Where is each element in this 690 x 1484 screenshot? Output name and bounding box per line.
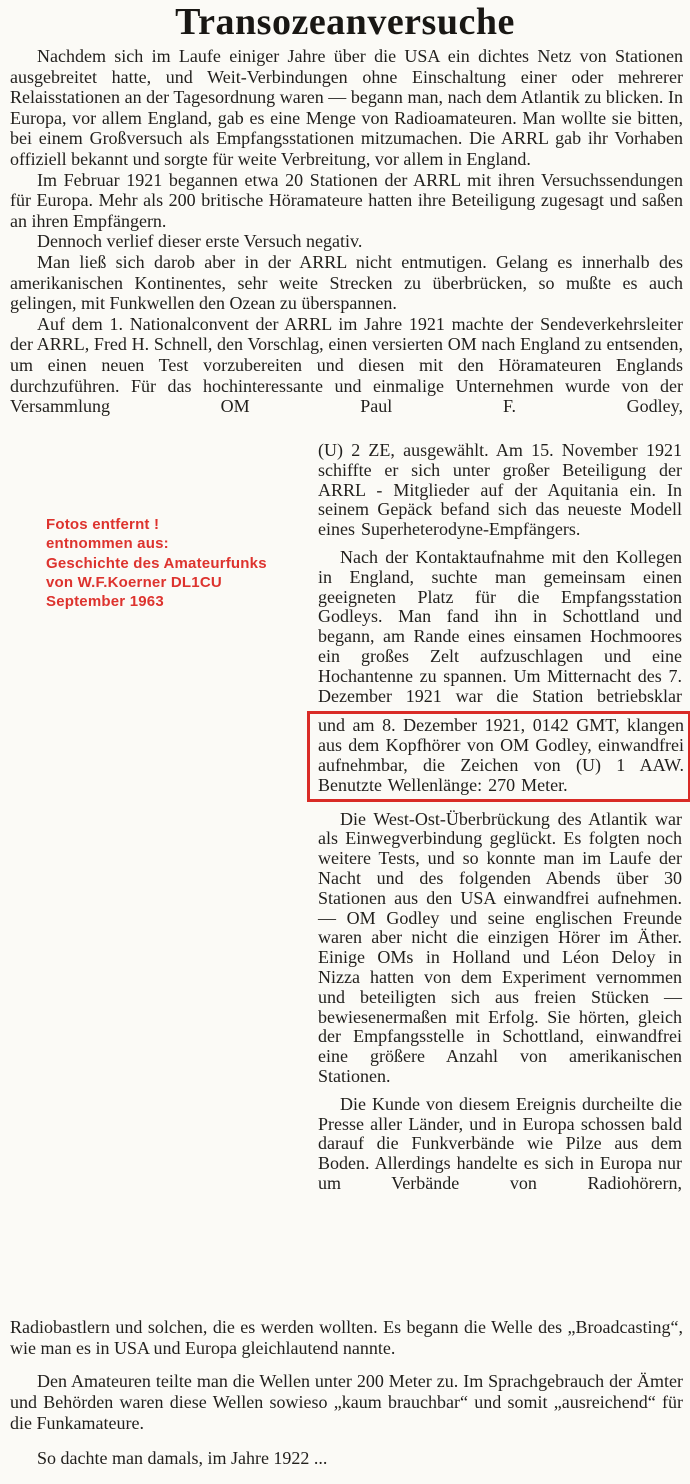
intro-paragraph: Nachdem sich im Laufe einiger Jahre über die USA ein dichtes Netz von Stationen ausgebreitet hatte, und Weit-Verbindungen ohne Einschaltung einer oder mehrerer Relaisstationen an der Tagesordnung waren — begann man, nach dem Atlantik zu blicken. In Europa, vor allem England, gab es eine Menge von Radioamateuren. Man wollte sie bitten, bei einem Großversuch als Empfangsstationen mitzumachen. Die ARRL gab ihr Vorhaben offiziell bekannt und sorgte für weite Verbreitung, vor allem in England. <box>10 46 683 169</box>
intro-paragraph: Man ließ sich darob aber in der ARRL nicht entmutigen. Gelang es innerhalb des amerikanischen Kontinentes, sehr weite Strecken zu überbrücken, so mußte es auch gelingen, mit Funkwellen den Ozean zu überspannen. <box>10 251 683 314</box>
photo-note-line: September 1963 <box>46 593 164 611</box>
right-column <box>318 441 682 1194</box>
page-title: Transozeanversuche <box>175 1 515 43</box>
column-paragraph-success: Die West-Ost-Überbrückung des Atlantik war als Einwegverbindung geglückt. Es folgten noch weitere Tests, und so konnte man im Laufe der Nacht und des folgenden Abends über 30 Stationen aus den USA einwandfrei aufnehmen. — OM Godley und seine englischen Freunde waren aber nicht die einzigen Hörer im Äther. Einige OMs in Holland und Léon Deloy in Nizza hatten von dem Experiment vernommen und beteiligten sich aus freien Stücken — bewiesenermaßen mit Erfolg. Sie hörten, gleich der Empfangsstelle in Schottland, einwandfrei eine größere Anzahl von amerikanischen Stationen. <box>318 808 682 1086</box>
column-paragraph-contact: Nach der Kontaktaufnahme mit den Kollegen in England, suchte man gemeinsam einen geeigneten Platz für die Empfangsstation Godleys. Man fand ihn in Schottland und begann, am Rande eines einsamen Hochmoores ein großes Zelt aufzuschlagen und eine Hochantenne zu spannen. Um Mitternacht des 7. Dezember 1921 war die Station betriebsklar <box>318 546 682 706</box>
bottom-paragraph-wavelengths: Den Amateuren teilte man die Wellen unter 200 Meter zu. Im Sprachgebrauch der Ämter und Behörden waren diese Wellen sowieso „kaum brauchbar“ und somit „ausreichend“ für die Funkamateure. <box>10 1371 683 1433</box>
highlight-box <box>307 711 690 801</box>
photo-note-line: von W.F.Koerner DL1CU <box>46 573 222 591</box>
photo-note-line: Fotos entfernt ! <box>46 516 160 533</box>
photo-removed-note <box>46 515 267 611</box>
photo-note-line: Geschichte des Amateurfunks <box>46 554 267 572</box>
intro-paragraph: Dennoch verlief dieser erste Versuch negativ. <box>37 231 363 252</box>
closing-line: So dachte man damals, im Jahre 1922 ... <box>37 1448 328 1468</box>
intro-paragraph: Auf dem 1. Nationalconvent der ARRL im Jahre 1921 machte der Sendeverkehrsleiter der ARRL, Fred H. Schnell, den Vorschlag, einen versierten OM nach England zu entsenden, um einen neuen Test vorzubereiten und diesen mit den Höramateuren Englands durchzuführen. Für das hochinteressante und einmalige Unternehmen wurde von der Versammlung OM Paul F. Godley, <box>10 313 683 417</box>
bottom-paragraph-broadcasting: Radiobastlern und solchen, die es werden wollten. Es begann die Welle des „Broadcasting“, wie man es in USA und Europa gleichlautend nannte. <box>10 1317 683 1358</box>
highlight-text: und am 8. Dezember 1921, 0142 GMT, klangen aus dem Kopfhörer von OM Godley, einwandfrei aufnehmbar, die Zeichen von (U) 1 AAW. Benutzte Wellenlänge: 270 Meter. <box>318 715 684 795</box>
photo-note-line: entnommen aus: <box>46 535 169 553</box>
intro-paragraph: Im Februar 1921 begannen etwa 20 Stationen der ARRL mit ihren Versuchssendungen für Europa. Mehr als 200 britische Höramateure hatten ihre Beteiligung zugesagt und saßen an ihren Empfängern. <box>10 169 683 231</box>
intro-section <box>10 46 683 417</box>
column-paragraph-news: Die Kunde von diesem Ereignis durcheilte die Presse aller Länder, und in Europa schossen bald darauf die Funkverbände wie Pilze aus dem Boden. Allerdings handelte es sich in Europa nur um Verbände von Radiohörern, <box>318 1093 682 1193</box>
column-paragraph-continuation: (U) 2 ZE, ausgewählt. Am 15. November 1921 schiffte er sich unter großer Beteiligung der ARRL - Mitglieder auf der Aquitania ein. In seinem Gepäck befand sich das neueste Modell eines Superheterodyne-Empfängers. <box>318 440 682 540</box>
bottom-section <box>10 1317 683 1469</box>
